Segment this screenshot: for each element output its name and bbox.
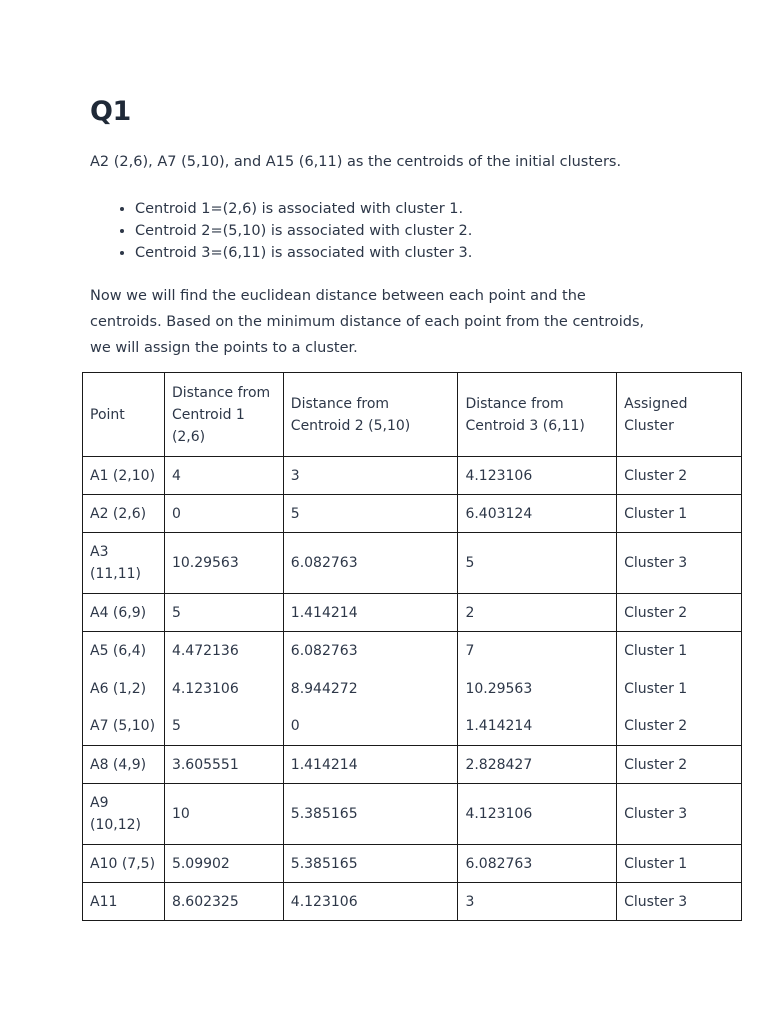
table-header-row bbox=[83, 373, 742, 457]
table-row bbox=[83, 533, 742, 594]
table-row bbox=[83, 784, 742, 845]
cell-cluster: Cluster 1 bbox=[617, 632, 742, 670]
cell-point: A1 (2,10) bbox=[83, 457, 165, 495]
cell-distance-1: 8.602325 bbox=[164, 883, 283, 921]
cell-distance-1: 4 bbox=[164, 457, 283, 495]
list-item: • Centroid 1=(2,6) is associated with cluster 1. bbox=[135, 198, 472, 220]
cell-distance-2: 1.414214 bbox=[283, 746, 458, 784]
table-row bbox=[83, 708, 742, 746]
cell-distance-2: 0 bbox=[283, 708, 458, 746]
cell-distance-1: 3.605551 bbox=[164, 746, 283, 784]
distance-table bbox=[82, 372, 742, 921]
cell-distance-2: 4.123106 bbox=[283, 883, 458, 921]
cell-distance-2: 5 bbox=[283, 495, 458, 533]
table-row bbox=[83, 495, 742, 533]
cell-cluster: Cluster 2 bbox=[617, 746, 742, 784]
cell-cluster: Cluster 3 bbox=[617, 883, 742, 921]
cell-distance-2: 3 bbox=[283, 457, 458, 495]
cell-cluster: Cluster 3 bbox=[617, 533, 742, 594]
cell-distance-1: 5 bbox=[164, 594, 283, 632]
cell-cluster: Cluster 3 bbox=[617, 784, 742, 845]
intro-text: A2 (2,6), A7 (5,10), and A15 (6,11) as the centroids of the initial clusters. bbox=[90, 154, 622, 170]
cell-distance-3: 2.828427 bbox=[458, 746, 617, 784]
cell-distance-2: 5.385165 bbox=[283, 845, 458, 883]
cell-distance-1: 5.09902 bbox=[164, 845, 283, 883]
column-header-centroid-2: Distance from Centroid 2 (5,10) bbox=[283, 373, 458, 457]
cell-point: A11 bbox=[83, 883, 165, 921]
list-item: • Centroid 2=(5,10) is associated with cluster 2. bbox=[135, 220, 472, 242]
cell-distance-1: 4.472136 bbox=[164, 632, 283, 670]
cell-point: A6 (1,2) bbox=[83, 670, 165, 708]
explanation-paragraph: Now we will find the euclidean distance between each point and the centroids. Based on the minimum distance of each point from the centroids, we will assign the points to a cluster. bbox=[90, 288, 645, 356]
table-row bbox=[83, 670, 742, 708]
cell-cluster: Cluster 2 bbox=[617, 457, 742, 495]
table-row bbox=[83, 883, 742, 921]
table-row bbox=[83, 746, 742, 784]
cell-distance-2: 1.414214 bbox=[283, 594, 458, 632]
cell-distance-3: 10.29563 bbox=[458, 670, 617, 708]
cell-point: A2 (2,6) bbox=[83, 495, 165, 533]
cell-cluster: Cluster 2 bbox=[617, 708, 742, 746]
cell-distance-3: 7 bbox=[458, 632, 617, 670]
cell-cluster: Cluster 1 bbox=[617, 670, 742, 708]
cell-distance-2: 6.082763 bbox=[283, 533, 458, 594]
cell-point: A8 (4,9) bbox=[83, 746, 165, 784]
table-row bbox=[83, 632, 742, 670]
cell-distance-1: 10 bbox=[164, 784, 283, 845]
table-row bbox=[83, 594, 742, 632]
table-row bbox=[83, 457, 742, 495]
cell-distance-3: 4.123106 bbox=[458, 784, 617, 845]
cell-cluster: Cluster 2 bbox=[617, 594, 742, 632]
cell-distance-3: 2 bbox=[458, 594, 617, 632]
column-header-centroid-1: Distance from Centroid 1 (2,6) bbox=[164, 373, 283, 457]
column-header-centroid-3: Distance from Centroid 3 (6,11) bbox=[458, 373, 617, 457]
cell-distance-3: 6.403124 bbox=[458, 495, 617, 533]
cell-distance-1: 4.123106 bbox=[164, 670, 283, 708]
cell-distance-1: 0 bbox=[164, 495, 283, 533]
cell-point: A3 (11,11) bbox=[83, 533, 165, 594]
cell-distance-3: 6.082763 bbox=[458, 845, 617, 883]
cell-cluster: Cluster 1 bbox=[617, 495, 742, 533]
table-row bbox=[83, 845, 742, 883]
cell-point: A7 (5,10) bbox=[83, 708, 165, 746]
cell-distance-2: 6.082763 bbox=[283, 632, 458, 670]
cell-distance-3: 4.123106 bbox=[458, 457, 617, 495]
page-title: Q1 bbox=[90, 96, 131, 127]
cell-distance-1: 5 bbox=[164, 708, 283, 746]
column-header-assigned-cluster: Assigned Cluster bbox=[617, 373, 742, 457]
cell-point: A4 (6,9) bbox=[83, 594, 165, 632]
cell-distance-2: 5.385165 bbox=[283, 784, 458, 845]
cell-point: A10 (7,5) bbox=[83, 845, 165, 883]
cell-point: A9 (10,12) bbox=[83, 784, 165, 845]
cell-distance-3: 3 bbox=[458, 883, 617, 921]
cell-distance-2: 8.944272 bbox=[283, 670, 458, 708]
cell-distance-1: 10.29563 bbox=[164, 533, 283, 594]
cell-distance-3: 5 bbox=[458, 533, 617, 594]
cell-cluster: Cluster 1 bbox=[617, 845, 742, 883]
column-header-point: Point bbox=[83, 373, 165, 457]
list-item: • Centroid 3=(6,11) is associated with cluster 3. bbox=[135, 242, 472, 264]
cell-point: A5 (6,4) bbox=[83, 632, 165, 670]
cell-distance-3: 1.414214 bbox=[458, 708, 617, 746]
centroid-list bbox=[90, 198, 472, 264]
